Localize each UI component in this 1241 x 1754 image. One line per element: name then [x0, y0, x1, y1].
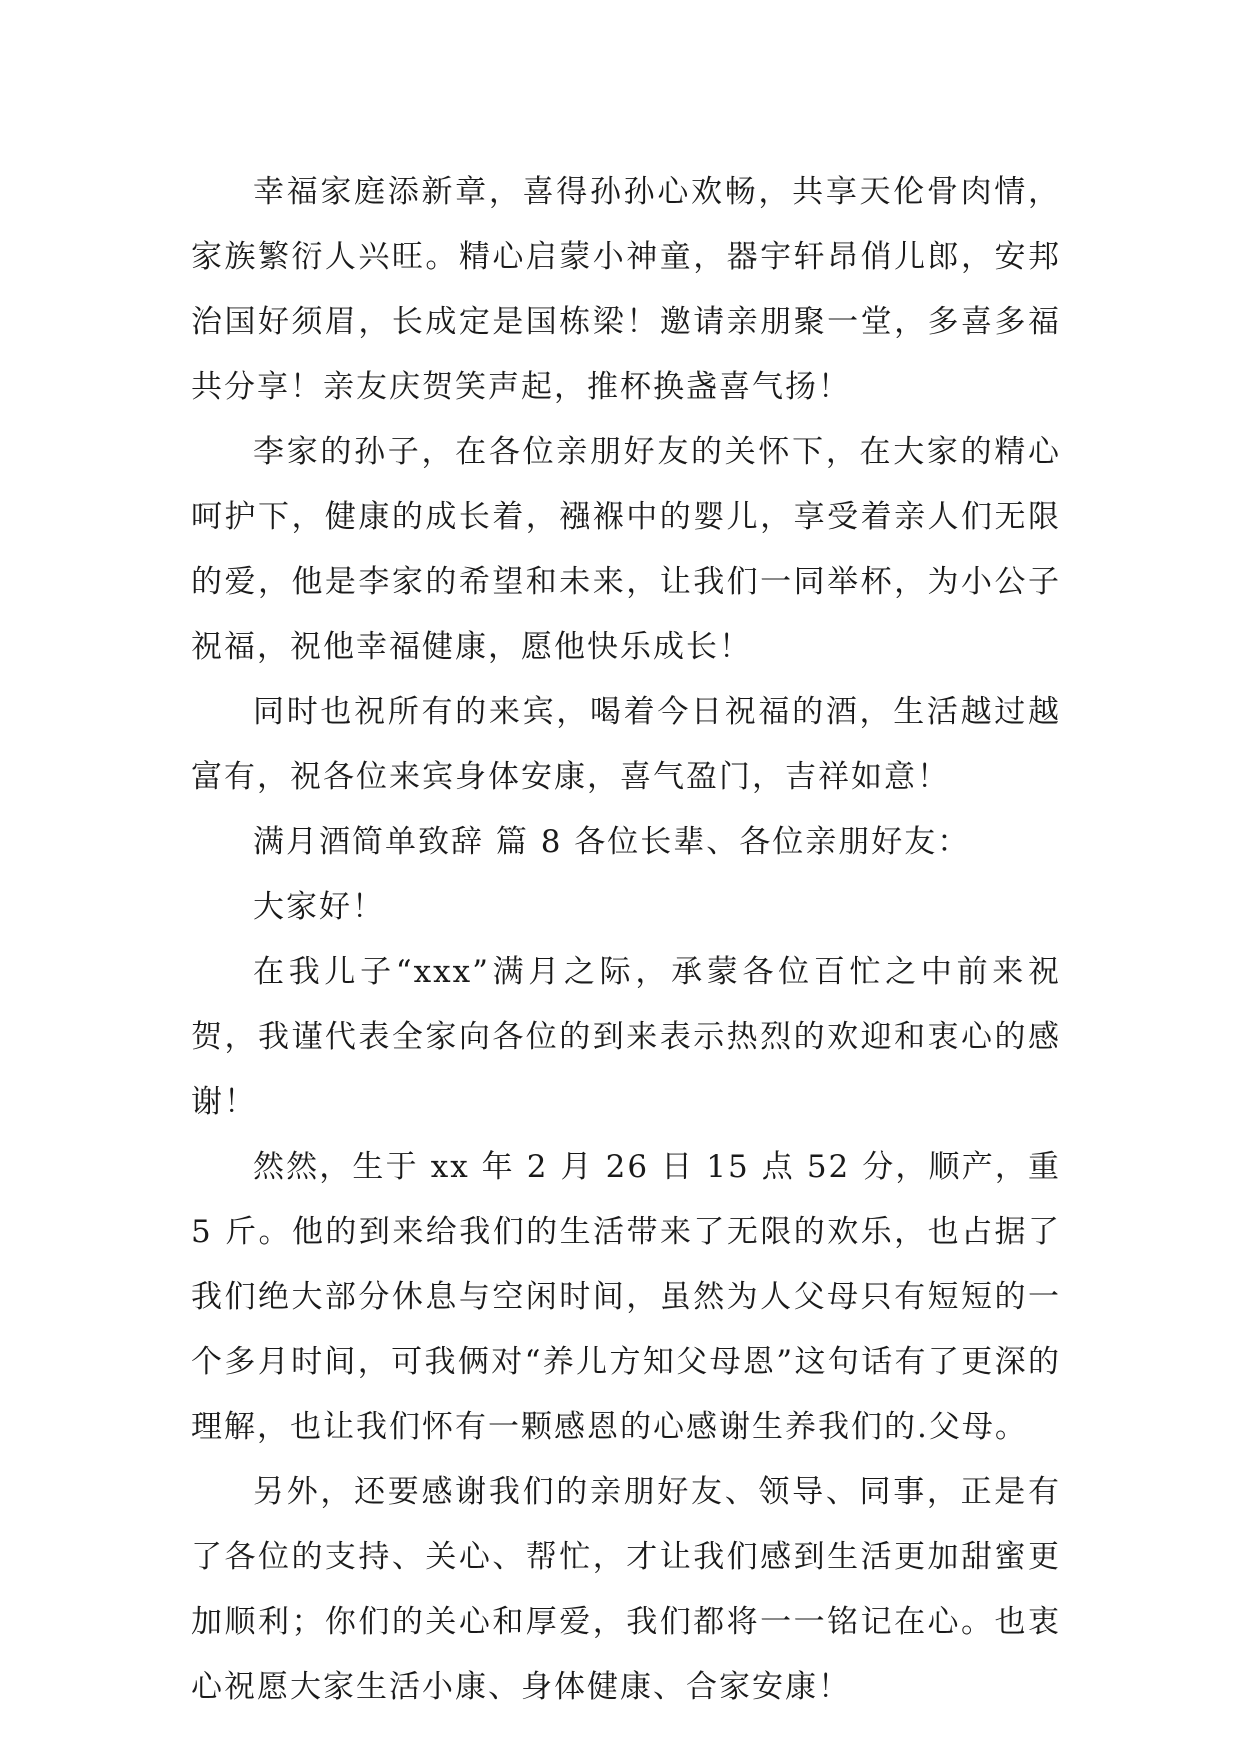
paragraph-2: 李家的孙子，在各位亲朋好友的关怀下，在大家的精心呵护下，健康的成长着，襁褓中的婴儿，享受着亲人们无限的爱，他是李家的希望和未来，让我们一同举杯，为小公子祝福，祝他幸福健康，愿他快乐成长！ — [191, 434, 1061, 665]
paragraph-7: 然然，生于 xx 年 2 月 26 日 15 点 52 分，顺产，重 5 斤。他的到来给我们的生活带来了无限的欢乐，也占据了我们绝大部分休息与空闲时间，虽然为人父母只有短短的一个多月时间，可我俩对“养儿方知父母恩”这句话有了更深的理解，也让我们怀有一颗感恩的心感谢生养我们的.父母。 — [191, 1149, 1061, 1445]
document-body — [191, 160, 1061, 1720]
paragraph-3: 同时也祝所有的来宾，喝着今日祝福的酒，生活越过越富有，祝各位来宾身体安康，喜气盈门，吉祥如意！ — [191, 694, 1061, 795]
paragraph-1: 幸福家庭添新章，喜得孙孙心欢畅，共享天伦骨肉情，家族繁衍人兴旺。精心启蒙小神童，器宇轩昂俏儿郎，安邦治国好须眉，长成定是国栋梁！邀请亲朋聚一堂，多喜多福共分享！亲友庆贺笑声起，推杯换盏喜气扬！ — [191, 174, 1061, 405]
paragraph-5-greeting: 大家好！ — [253, 889, 385, 925]
paragraph-8: 另外，还要感谢我们的亲朋好友、领导、同事，正是有了各位的支持、关心、帮忙，才让我们感到生活更加甜蜜更加顺利；你们的关心和厚爱，我们都将一一铭记在心。也衷心祝愿大家生活小康、身体健康、合家安康！ — [191, 1474, 1061, 1705]
paragraph-4-heading: 满月酒简单致辞 篇 8 各位长辈、各位亲朋好友： — [253, 824, 971, 860]
paragraph-6: 在我儿子“xxx”满月之际，承蒙各位百忙之中前来祝贺，我谨代表全家向各位的到来表示热烈的欢迎和衷心的感谢！ — [191, 954, 1061, 1120]
